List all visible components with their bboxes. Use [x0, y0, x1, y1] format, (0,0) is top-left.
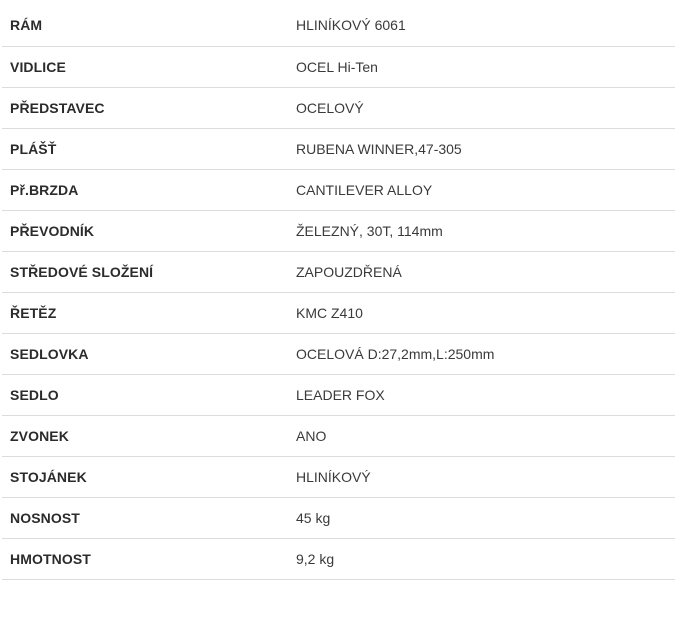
spec-table-body: [2, 5, 675, 579]
spec-label: ŘETĚZ: [10, 304, 57, 321]
spec-row-stredove-slozeni: [2, 251, 675, 292]
spec-label: SEDLOVKA: [10, 345, 89, 362]
spec-row-plast: [2, 128, 675, 169]
spec-table: [2, 5, 675, 580]
spec-row-predstavec: [2, 87, 675, 128]
spec-value: ŽELEZNÝ, 30T, 114mm: [296, 222, 443, 239]
spec-value: ZAPOUZDŘENÁ: [296, 263, 402, 280]
spec-row-sedlovka: [2, 333, 675, 374]
spec-label: PLÁŠŤ: [10, 140, 57, 157]
spec-label: SEDLO: [10, 386, 59, 403]
spec-row-stojanek: [2, 456, 675, 497]
spec-label: HMOTNOST: [10, 550, 91, 567]
spec-row-sedlo: [2, 374, 675, 415]
spec-row-hmotnost: [2, 538, 675, 579]
spec-label: STOJÁNEK: [10, 468, 87, 485]
spec-row-ram: [2, 5, 675, 46]
spec-label: NOSNOST: [10, 509, 80, 526]
spec-label: VIDLICE: [10, 58, 66, 75]
spec-row-nosnost: [2, 497, 675, 538]
spec-value: OCEL Hi-Ten: [296, 58, 378, 75]
spec-row-predni-brzda: [2, 169, 675, 210]
spec-row-vidlice: [2, 46, 675, 87]
spec-value: 45 kg: [296, 509, 331, 526]
spec-value: RUBENA WINNER,47-305: [296, 140, 462, 157]
spec-label: PŘEVODNÍK: [10, 222, 95, 239]
spec-label: Př.BRZDA: [10, 181, 79, 198]
spec-label: STŘEDOVÉ SLOŽENÍ: [10, 263, 154, 280]
spec-value: OCELOVÝ: [296, 99, 364, 116]
spec-row-retez: [2, 292, 675, 333]
spec-value: ANO: [296, 427, 327, 444]
spec-value: HLINÍKOVÝ: [296, 468, 371, 485]
spec-label: PŘEDSTAVEC: [10, 99, 105, 116]
spec-label: RÁM: [10, 17, 43, 34]
spec-row-zvonek: [2, 415, 675, 456]
spec-value: OCELOVÁ D:27,2mm,L:250mm: [296, 345, 495, 362]
spec-value: 9,2 kg: [296, 550, 335, 567]
spec-row-prevodnik: [2, 210, 675, 251]
spec-value: LEADER FOX: [296, 386, 385, 403]
spec-value: CANTILEVER ALLOY: [296, 181, 433, 198]
spec-value: HLINÍKOVÝ 6061: [296, 17, 406, 34]
spec-label: ZVONEK: [10, 427, 69, 444]
spec-value: KMC Z410: [296, 304, 363, 321]
